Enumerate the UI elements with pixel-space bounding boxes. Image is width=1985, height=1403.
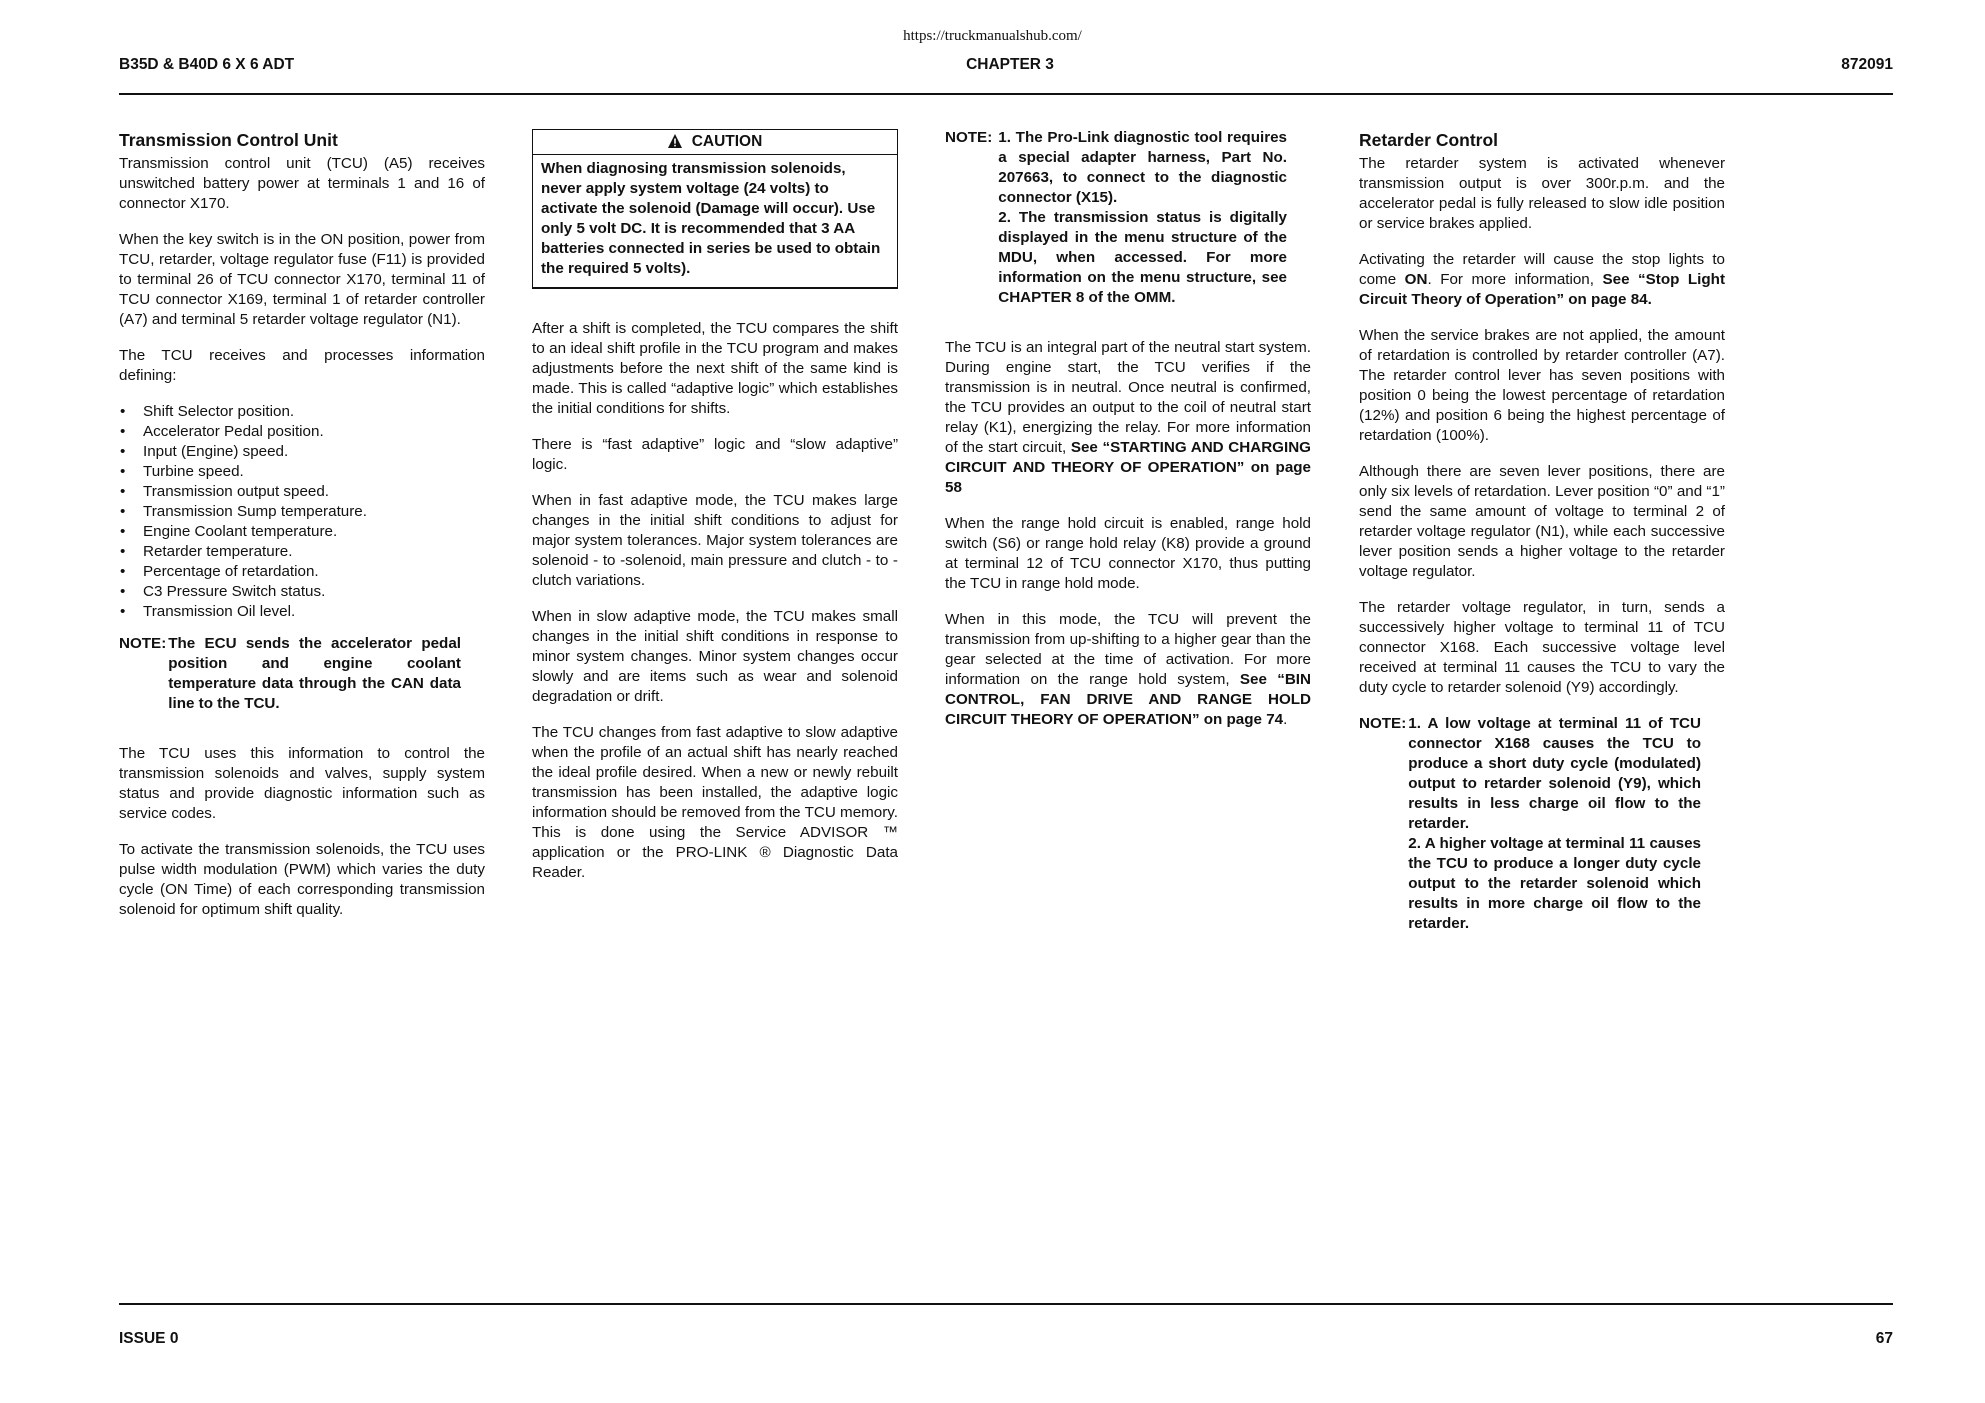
note bbox=[945, 128, 1311, 308]
paragraph: When the key switch is in the ON position, power from TCU, retarder, voltage regulator fuse (F11) is provided to terminal 26 of TCU connector X170, terminal 11 of TCU connector X169, terminal 1 of retarder controller (A7) and terminal 5 retarder voltage regulator (N1). bbox=[119, 231, 485, 328]
header-chapter: CHAPTER 3 bbox=[966, 56, 1054, 73]
paragraph: There is “fast adaptive” logic and “slow adaptive” logic. bbox=[532, 436, 898, 473]
note-item: 1. The Pro-Link diagnostic tool requires a special adapter harness, Part No. 207663, to connect to the diagnostic connector (X15). bbox=[998, 129, 1287, 206]
paragraph: The retarder voltage regulator, in turn, sends a successively higher voltage to terminal 11 of TCU connector X168. Each successive voltage level received at terminal 11 causes the TCU to vary the duty cycle to retarder solenoid (Y9) accordingly. bbox=[1359, 599, 1725, 696]
paragraph: After a shift is completed, the TCU compares the shift to an ideal shift profile in the TCU program and makes adjustments before the next shift of the same kind is made. This is called “adaptive logic” which establishes the initial conditions for shifts. bbox=[532, 320, 898, 417]
section-heading: Transmission Control Unit bbox=[119, 130, 338, 150]
paragraph: The TCU receives and processes information defining: bbox=[119, 347, 485, 384]
paragraph: When in slow adaptive mode, the TCU makes small changes in the initial shift conditions in response to minor system changes. Minor system changes occur slowly and are items such as wear and solenoid degradation or drift. bbox=[532, 608, 898, 705]
paragraph-end: . bbox=[1283, 711, 1288, 728]
caution-text: When diagnosing transmission solenoids, never apply system voltage (24 volts) to activate the solenoid (Damage will occur). Use only 5 volt DC. It is recommended that 3 AA batteries connected in series be used to obtain the required 5 volts). bbox=[541, 160, 881, 277]
paragraph: When the range hold circuit is enabled, range hold switch (S6) or range hold relay (K8) provide a ground at terminal 12 of TCU connector X170, thus putting the TCU in range hold mode. bbox=[945, 515, 1311, 592]
list-item: • Accelerator Pedal position. bbox=[119, 422, 485, 442]
list-item: • Transmission Sump temperature. bbox=[119, 502, 485, 522]
list-item: • Transmission output speed. bbox=[119, 482, 485, 502]
header-model: B35D & B40D 6 X 6 ADT bbox=[119, 56, 295, 73]
cross-reference: See “STARTING AND CHARGING CIRCUIT AND THEORY OF OPERATION” on page 58 bbox=[945, 439, 1311, 496]
paragraph: When the service brakes are not applied, the amount of retardation is controlled by retarder controller (A7). The retarder control lever has seven positions with position 0 being the lowest percentage of retardation (12%) and position 6 being the highest percentage of retardation (100%). bbox=[1359, 327, 1725, 444]
note-label: NOTE: bbox=[1359, 715, 1407, 732]
paragraph bbox=[945, 338, 1311, 498]
cross-reference: See “Stop Light Circuit Theory of Operation” on page 84. bbox=[1359, 271, 1726, 308]
header-doc-number: 872091 bbox=[1841, 56, 1893, 73]
footer-issue: ISSUE 0 bbox=[119, 1330, 179, 1347]
note-text: The ECU sends the accelerator pedal position and engine coolant temperature data through the CAN data line to the TCU. bbox=[168, 635, 461, 712]
list-item: • Input (Engine) speed. bbox=[119, 442, 485, 462]
column-neutral-start-range-hold bbox=[945, 128, 1311, 746]
list-item: • C3 Pressure Switch status. bbox=[119, 582, 485, 602]
paragraph: The TCU changes from fast adaptive to slow adaptive when the profile of an actual shift has nearly reached the ideal profile desired. When a new or newly rebuilt transmission has been installed, the adaptive logic information should be removed from the TCU memory. This is done using the Service ADVISOR ™ application or the PRO-LINK ® Diagnostic Data Reader. bbox=[532, 724, 898, 881]
paragraph-text: Activating the retarder will cause the stop lights to come bbox=[1359, 251, 1725, 288]
list-item: • Shift Selector position. bbox=[119, 402, 485, 422]
note-label: NOTE: bbox=[119, 635, 167, 652]
column-adaptive-logic bbox=[532, 128, 898, 899]
warning-triangle-icon bbox=[668, 134, 682, 148]
paragraph: The TCU uses this information to control the transmission solenoids and valves, supply system status and provide diagnostic information such as service codes. bbox=[119, 745, 485, 822]
note-item: 1. A low voltage at terminal 11 of TCU connector X168 causes the TCU to produce a short duty cycle (modulated) output to retarder solenoid (Y9), which results in less charge oil flow to the retarder. bbox=[1408, 715, 1701, 832]
paragraph: Transmission control unit (TCU) (A5) receives unswitched battery power at terminals 1 and 16 of connector X170. bbox=[119, 155, 485, 212]
paragraph-text: The TCU is an integral part of the neutral start system. During engine start, the TCU verifies if the transmission is in neutral. Once neutral is confirmed, the TCU provides an output to the coil of neutral start relay (K1), energizing the relay. For more information of the start circuit, bbox=[945, 339, 1311, 456]
input-list bbox=[119, 402, 485, 622]
list-item: • Engine Coolant temperature. bbox=[119, 522, 485, 542]
list-item: • Turbine speed. bbox=[119, 462, 485, 482]
list-item: • Transmission Oil level. bbox=[119, 602, 485, 622]
note bbox=[119, 634, 485, 714]
note-item: 2. A higher voltage at terminal 11 causes the TCU to produce a longer duty cycle output to the retarder solenoid which results in more charge oil flow to the retarder. bbox=[1408, 835, 1701, 932]
emphasis: ON bbox=[1404, 271, 1428, 288]
paragraph: The retarder system is activated whenever transmission output is over 300r.p.m. and the accelerator pedal is fully released to slow idle position or service brakes applied. bbox=[1359, 155, 1725, 232]
caution-box bbox=[532, 129, 898, 287]
note-label: NOTE: bbox=[945, 129, 993, 146]
source-url: https://truckmanualshub.com/ bbox=[903, 28, 1082, 44]
paragraph: Although there are seven lever positions, there are only six levels of retardation. Lever position “0” and “1” send the same amount of voltage to terminal 2 of retarder voltage regulator (N1), while each successive lever position sends a higher voltage to the retarder voltage regulator. bbox=[1359, 463, 1725, 580]
list-item: • Percentage of retardation. bbox=[119, 562, 485, 582]
paragraph: When in fast adaptive mode, the TCU makes large changes in the initial shift conditions to adjust for major system tolerances. Major system tolerances are solenoid - to -solenoid, main pressure and clutch - to - clutch variations. bbox=[532, 492, 898, 589]
paragraph-text: . For more information, bbox=[1427, 271, 1603, 288]
footer-rule bbox=[119, 1303, 1893, 1305]
paragraph bbox=[1359, 250, 1725, 310]
note-item: 2. The transmission status is digitally displayed in the menu structure of the MDU, when accessed. For more information on the menu structure, see CHAPTER 8 of the OMM. bbox=[998, 209, 1287, 306]
note bbox=[1359, 714, 1725, 934]
paragraph bbox=[945, 610, 1311, 730]
caution-title: CAUTION bbox=[691, 133, 763, 150]
column-retarder-control bbox=[1359, 128, 1725, 964]
paragraph-text: When in this mode, the TCU will prevent the transmission from up-shifting to a higher gear than the gear selected at the time of activation. For more information on the range hold system, bbox=[945, 611, 1311, 688]
header-rule bbox=[119, 93, 1893, 95]
caution-bottom-rule bbox=[532, 287, 898, 289]
page-number: 67 bbox=[1875, 1330, 1893, 1347]
caution-header bbox=[533, 130, 897, 155]
section-heading: Retarder Control bbox=[1359, 130, 1499, 150]
list-item: • Retarder temperature. bbox=[119, 542, 485, 562]
cross-reference: See “BIN CONTROL, FAN DRIVE AND RANGE HOLD CIRCUIT THEORY OF OPERATION” on page 74 bbox=[945, 671, 1311, 728]
column-transmission-control-unit bbox=[119, 128, 485, 936]
paragraph: To activate the transmission solenoids, the TCU uses pulse width modulation (PWM) which varies the duty cycle (ON Time) of each corresponding transmission solenoid for optimum shift quality. bbox=[119, 841, 485, 918]
